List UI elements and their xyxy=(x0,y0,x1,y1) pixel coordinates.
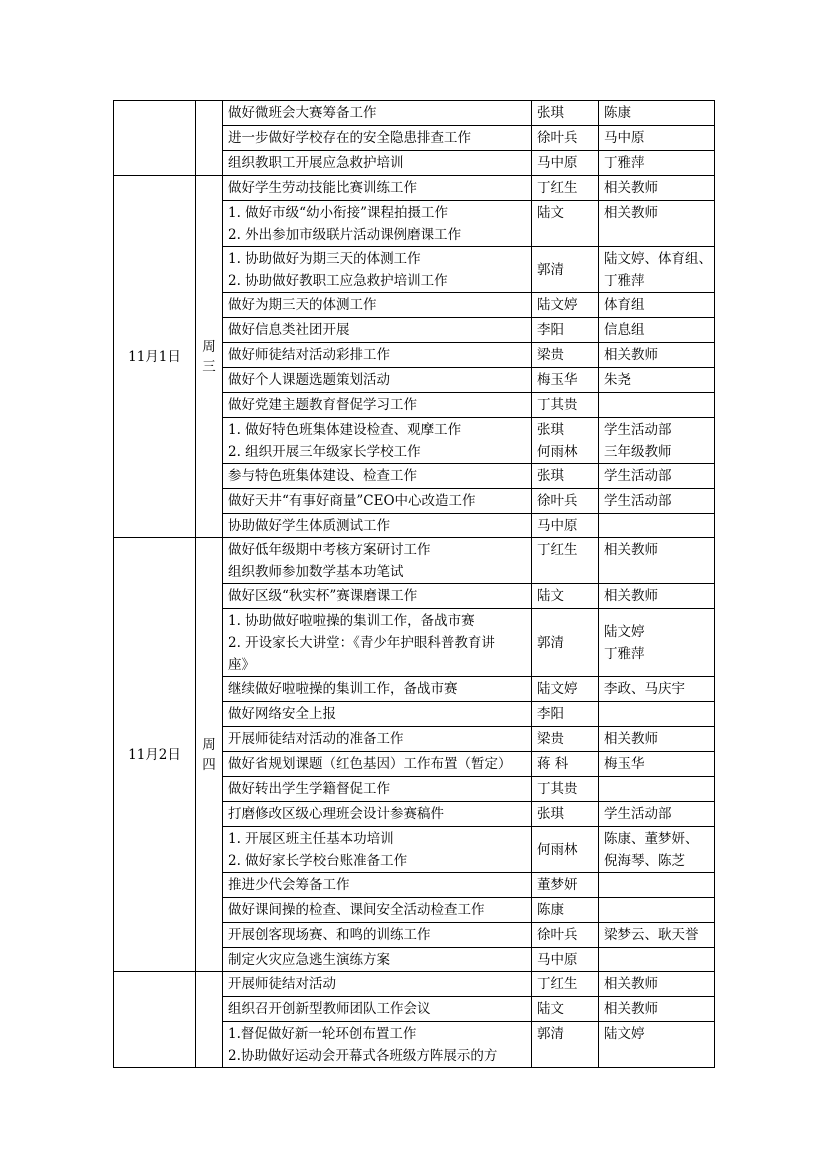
task-cell xyxy=(223,802,532,827)
task-cell xyxy=(223,1022,532,1068)
task-cell xyxy=(223,343,532,368)
task-line: 制定火灾应急逃生演练方案 xyxy=(228,952,390,968)
owner-line: 徐叶兵 xyxy=(537,927,578,943)
task-line: 2.协助做好运动会开幕式各班级方阵展示的方 xyxy=(228,1048,498,1064)
owner-cell xyxy=(532,1022,599,1068)
task-line: 组织召开创新型教师团队工作会议 xyxy=(228,1001,431,1017)
owner-line: 何雨林 xyxy=(537,444,578,460)
partner-cell xyxy=(599,343,715,368)
partner-cell xyxy=(599,318,715,343)
task-line: 组织教师参加数学基本功笔试 xyxy=(228,564,404,580)
task-cell xyxy=(223,584,532,609)
task-cell xyxy=(223,702,532,727)
task-cell xyxy=(223,873,532,898)
schedule-table xyxy=(113,100,715,1068)
owner-line: 张琪 xyxy=(537,806,564,822)
owner-cell xyxy=(532,514,599,538)
partner-line: 陆文婷、体育组、 xyxy=(604,251,712,267)
owner-cell xyxy=(532,393,599,418)
task-line: 组织教职工开展应急救护培训 xyxy=(228,155,404,171)
task-line: 做好师徒结对活动彩排工作 xyxy=(228,347,390,363)
owner-cell xyxy=(532,609,599,677)
owner-cell xyxy=(532,538,599,584)
partner-line: 陈康、董梦妍、 xyxy=(604,831,699,847)
partner-cell xyxy=(599,514,715,538)
task-line: 做好为期三天的体测工作 xyxy=(228,297,377,313)
owner-line: 郭清 xyxy=(537,262,564,278)
partner-cell xyxy=(599,727,715,752)
partner-line: 相关教师 xyxy=(604,347,658,363)
owner-line: 马中原 xyxy=(537,155,578,171)
owner-line: 何雨林 xyxy=(537,842,578,858)
partner-cell xyxy=(599,201,715,247)
partner-line: 梅玉华 xyxy=(604,756,645,772)
task-cell xyxy=(223,898,532,923)
partner-line: 陆文婷 xyxy=(604,624,645,640)
task-line: 做好转出学生学籍督促工作 xyxy=(228,781,390,797)
owner-cell xyxy=(532,584,599,609)
owner-cell xyxy=(532,948,599,972)
weekday-cell xyxy=(196,101,223,176)
task-cell xyxy=(223,923,532,948)
date-cell xyxy=(114,972,196,1068)
partner-cell xyxy=(599,393,715,418)
owner-cell xyxy=(532,176,599,201)
partner-line: 陈康 xyxy=(604,105,631,121)
owner-cell xyxy=(532,151,599,176)
task-line: 做好课间操的检查、课间安全活动检查工作 xyxy=(228,902,485,918)
task-cell xyxy=(223,368,532,393)
table-row xyxy=(114,538,715,584)
task-line: 做好低年级期中考核方案研讨工作 xyxy=(228,542,431,558)
task-line: 2. 开设家长大讲堂：《青少年护眼科普教育讲 xyxy=(228,635,495,651)
owner-line: 陆文 xyxy=(537,1001,564,1017)
task-cell xyxy=(223,176,532,201)
owner-line: 李阳 xyxy=(537,706,564,722)
task-cell xyxy=(223,609,532,677)
partner-line: 丁雅萍 xyxy=(604,273,645,289)
schedule-body xyxy=(114,101,715,1068)
partner-cell xyxy=(599,898,715,923)
owner-cell xyxy=(532,923,599,948)
owner-cell xyxy=(532,293,599,318)
owner-cell xyxy=(532,318,599,343)
task-cell xyxy=(223,247,532,293)
partner-cell xyxy=(599,777,715,802)
task-cell xyxy=(223,997,532,1022)
partner-cell xyxy=(599,1022,715,1068)
task-cell xyxy=(223,318,532,343)
owner-cell xyxy=(532,898,599,923)
task-line: 参与特色班集体建设、检查工作 xyxy=(228,468,417,484)
partner-cell xyxy=(599,677,715,702)
partner-cell xyxy=(599,923,715,948)
owner-line: 丁红生 xyxy=(537,976,578,992)
partner-cell xyxy=(599,752,715,777)
partner-line: 三年级教师 xyxy=(604,444,672,460)
owner-line: 丁红生 xyxy=(537,542,578,558)
task-line: 推进少代会筹备工作 xyxy=(228,877,350,893)
task-cell xyxy=(223,126,532,151)
partner-line: 梁梦云、耿天誉 xyxy=(604,927,699,943)
weekday-cell xyxy=(196,972,223,1068)
partner-cell xyxy=(599,538,715,584)
owner-line: 梅玉华 xyxy=(537,372,578,388)
table-row xyxy=(114,972,715,997)
task-cell xyxy=(223,752,532,777)
owner-cell xyxy=(532,201,599,247)
owner-cell xyxy=(532,827,599,873)
owner-cell xyxy=(532,343,599,368)
partner-cell xyxy=(599,368,715,393)
partner-cell xyxy=(599,702,715,727)
partner-line: 丁雅萍 xyxy=(604,155,645,171)
task-line: 2. 做好家长学校台账准备工作 xyxy=(228,853,408,869)
task-line: 做好个人课题选题策划活动 xyxy=(228,372,390,388)
partner-cell xyxy=(599,489,715,514)
partner-line: 相关教师 xyxy=(604,731,658,747)
owner-line: 马中原 xyxy=(537,518,578,534)
owner-line: 张琪 xyxy=(537,105,564,121)
task-cell xyxy=(223,777,532,802)
partner-line: 学生活动部 xyxy=(604,493,672,509)
task-cell xyxy=(223,972,532,997)
owner-line: 陆文婷 xyxy=(537,297,578,313)
owner-cell xyxy=(532,777,599,802)
partner-line: 相关教师 xyxy=(604,976,658,992)
owner-line: 张琪 xyxy=(537,468,564,484)
partner-line: 学生活动部 xyxy=(604,806,672,822)
task-line: 1. 做好特色班集体建设检查、观摩工作 xyxy=(228,422,462,438)
partner-cell xyxy=(599,126,715,151)
task-line: 开展师徒结对活动的准备工作 xyxy=(228,731,404,747)
owner-line: 梁贵 xyxy=(537,347,564,363)
owner-line: 陆文 xyxy=(537,588,564,604)
partner-cell xyxy=(599,151,715,176)
partner-line: 陆文婷 xyxy=(604,1026,645,1042)
partner-cell xyxy=(599,802,715,827)
table-row xyxy=(114,101,715,126)
partner-line: 学生活动部 xyxy=(604,468,672,484)
owner-line: 董梦妍 xyxy=(537,877,578,893)
task-cell xyxy=(223,151,532,176)
owner-line: 郭清 xyxy=(537,635,564,651)
task-cell xyxy=(223,418,532,464)
partner-line: 相关教师 xyxy=(604,1001,658,1017)
partner-cell xyxy=(599,101,715,126)
owner-line: 丁其贵 xyxy=(537,781,578,797)
partner-line: 相关教师 xyxy=(604,180,658,196)
task-cell xyxy=(223,293,532,318)
owner-line: 张琪 xyxy=(537,422,564,438)
partner-cell xyxy=(599,827,715,873)
weekday-cell: 周四 xyxy=(196,538,223,972)
partner-cell xyxy=(599,972,715,997)
partner-line: 朱尧 xyxy=(604,372,631,388)
owner-line: 陈康 xyxy=(537,902,564,918)
partner-cell xyxy=(599,948,715,972)
task-line: 打磨修改区级心理班会设计参赛稿件 xyxy=(228,806,444,822)
task-cell xyxy=(223,677,532,702)
task-line: 做好信息类社团开展 xyxy=(228,322,350,338)
owner-cell xyxy=(532,702,599,727)
date-cell: 11月2日 xyxy=(114,538,196,972)
task-line: 1.督促做好新一轮环创布置工作 xyxy=(228,1026,417,1042)
partner-cell xyxy=(599,873,715,898)
date-cell: 11月1日 xyxy=(114,176,196,538)
task-line: 座》 xyxy=(228,657,255,673)
owner-cell xyxy=(532,247,599,293)
partner-line: 相关教师 xyxy=(604,542,658,558)
task-line: 开展创客现场赛、和鸣的训练工作 xyxy=(228,927,431,943)
task-cell xyxy=(223,514,532,538)
owner-cell xyxy=(532,727,599,752)
partner-cell xyxy=(599,176,715,201)
task-line: 1. 开展区班主任基本功培训 xyxy=(228,831,394,847)
owner-line: 梁贵 xyxy=(537,731,564,747)
partner-line: 信息组 xyxy=(604,322,645,338)
task-line: 2. 协助做好教职工应急救护培训工作 xyxy=(228,273,448,289)
partner-cell xyxy=(599,293,715,318)
owner-line: 丁其贵 xyxy=(537,397,578,413)
task-line: 做好学生劳动技能比赛训练工作 xyxy=(228,180,417,196)
owner-line: 郭清 xyxy=(537,1026,564,1042)
task-line: 做好区级“秋实杯”赛课磨课工作 xyxy=(228,588,418,604)
partner-line: 相关教师 xyxy=(604,205,658,221)
partner-cell xyxy=(599,247,715,293)
partner-line: 体育组 xyxy=(604,297,645,313)
partner-line: 学生活动部 xyxy=(604,422,672,438)
task-cell xyxy=(223,727,532,752)
task-cell xyxy=(223,201,532,247)
owner-line: 丁红生 xyxy=(537,180,578,196)
task-line: 协助做好学生体质测试工作 xyxy=(228,518,390,534)
owner-line: 马中原 xyxy=(537,952,578,968)
task-line: 开展师徒结对活动 xyxy=(228,976,336,992)
partner-cell xyxy=(599,464,715,489)
task-cell xyxy=(223,464,532,489)
task-cell xyxy=(223,393,532,418)
task-line: 做好天井“有事好商量”CEO中心改造工作 xyxy=(228,493,476,509)
partner-cell xyxy=(599,997,715,1022)
owner-cell xyxy=(532,752,599,777)
task-line: 1. 做好市级“幼小衔接”课程拍摄工作 xyxy=(228,205,448,221)
weekday-cell: 周三 xyxy=(196,176,223,538)
task-line: 1. 协助做好啦啦操的集训工作，备战市赛 xyxy=(228,613,475,629)
table-row xyxy=(114,176,715,201)
task-cell xyxy=(223,101,532,126)
owner-line: 陆文 xyxy=(537,205,564,221)
owner-cell xyxy=(532,873,599,898)
owner-line: 蒋 科 xyxy=(537,756,569,772)
partner-cell xyxy=(599,418,715,464)
task-line: 2. 组织开展三年级家长学校工作 xyxy=(228,444,421,460)
partner-line: 倪海琴、陈芝 xyxy=(604,853,685,869)
owner-line: 李阳 xyxy=(537,322,564,338)
task-cell xyxy=(223,948,532,972)
owner-cell xyxy=(532,677,599,702)
owner-cell xyxy=(532,368,599,393)
task-line: 做好微班会大赛筹备工作 xyxy=(228,105,377,121)
task-cell xyxy=(223,827,532,873)
partner-cell xyxy=(599,584,715,609)
owner-cell xyxy=(532,802,599,827)
task-line: 进一步做好学校存在的安全隐患排查工作 xyxy=(228,130,471,146)
task-line: 2. 外出参加市级联片活动课例磨课工作 xyxy=(228,227,462,243)
task-line: 继续做好啦啦操的集训工作，备战市赛 xyxy=(228,681,458,697)
owner-line: 徐叶兵 xyxy=(537,130,578,146)
owner-cell xyxy=(532,126,599,151)
owner-line: 徐叶兵 xyxy=(537,493,578,509)
partner-line: 丁雅萍 xyxy=(604,646,645,662)
owner-line: 陆文婷 xyxy=(537,681,578,697)
partner-line: 马中原 xyxy=(604,130,645,146)
owner-cell xyxy=(532,418,599,464)
partner-cell xyxy=(599,609,715,677)
partner-line: 相关教师 xyxy=(604,588,658,604)
owner-cell xyxy=(532,464,599,489)
owner-cell xyxy=(532,101,599,126)
date-cell xyxy=(114,101,196,176)
partner-line: 李政、马庆宇 xyxy=(604,681,685,697)
task-line: 做好网络安全上报 xyxy=(228,706,336,722)
owner-cell xyxy=(532,997,599,1022)
task-line: 做好省规划课题（红色基因）工作布置（暂定） xyxy=(228,756,512,772)
task-cell xyxy=(223,489,532,514)
owner-cell xyxy=(532,972,599,997)
owner-cell xyxy=(532,489,599,514)
task-line: 做好党建主题教育督促学习工作 xyxy=(228,397,417,413)
task-line: 1. 协助做好为期三天的体测工作 xyxy=(228,251,421,267)
task-cell xyxy=(223,538,532,584)
